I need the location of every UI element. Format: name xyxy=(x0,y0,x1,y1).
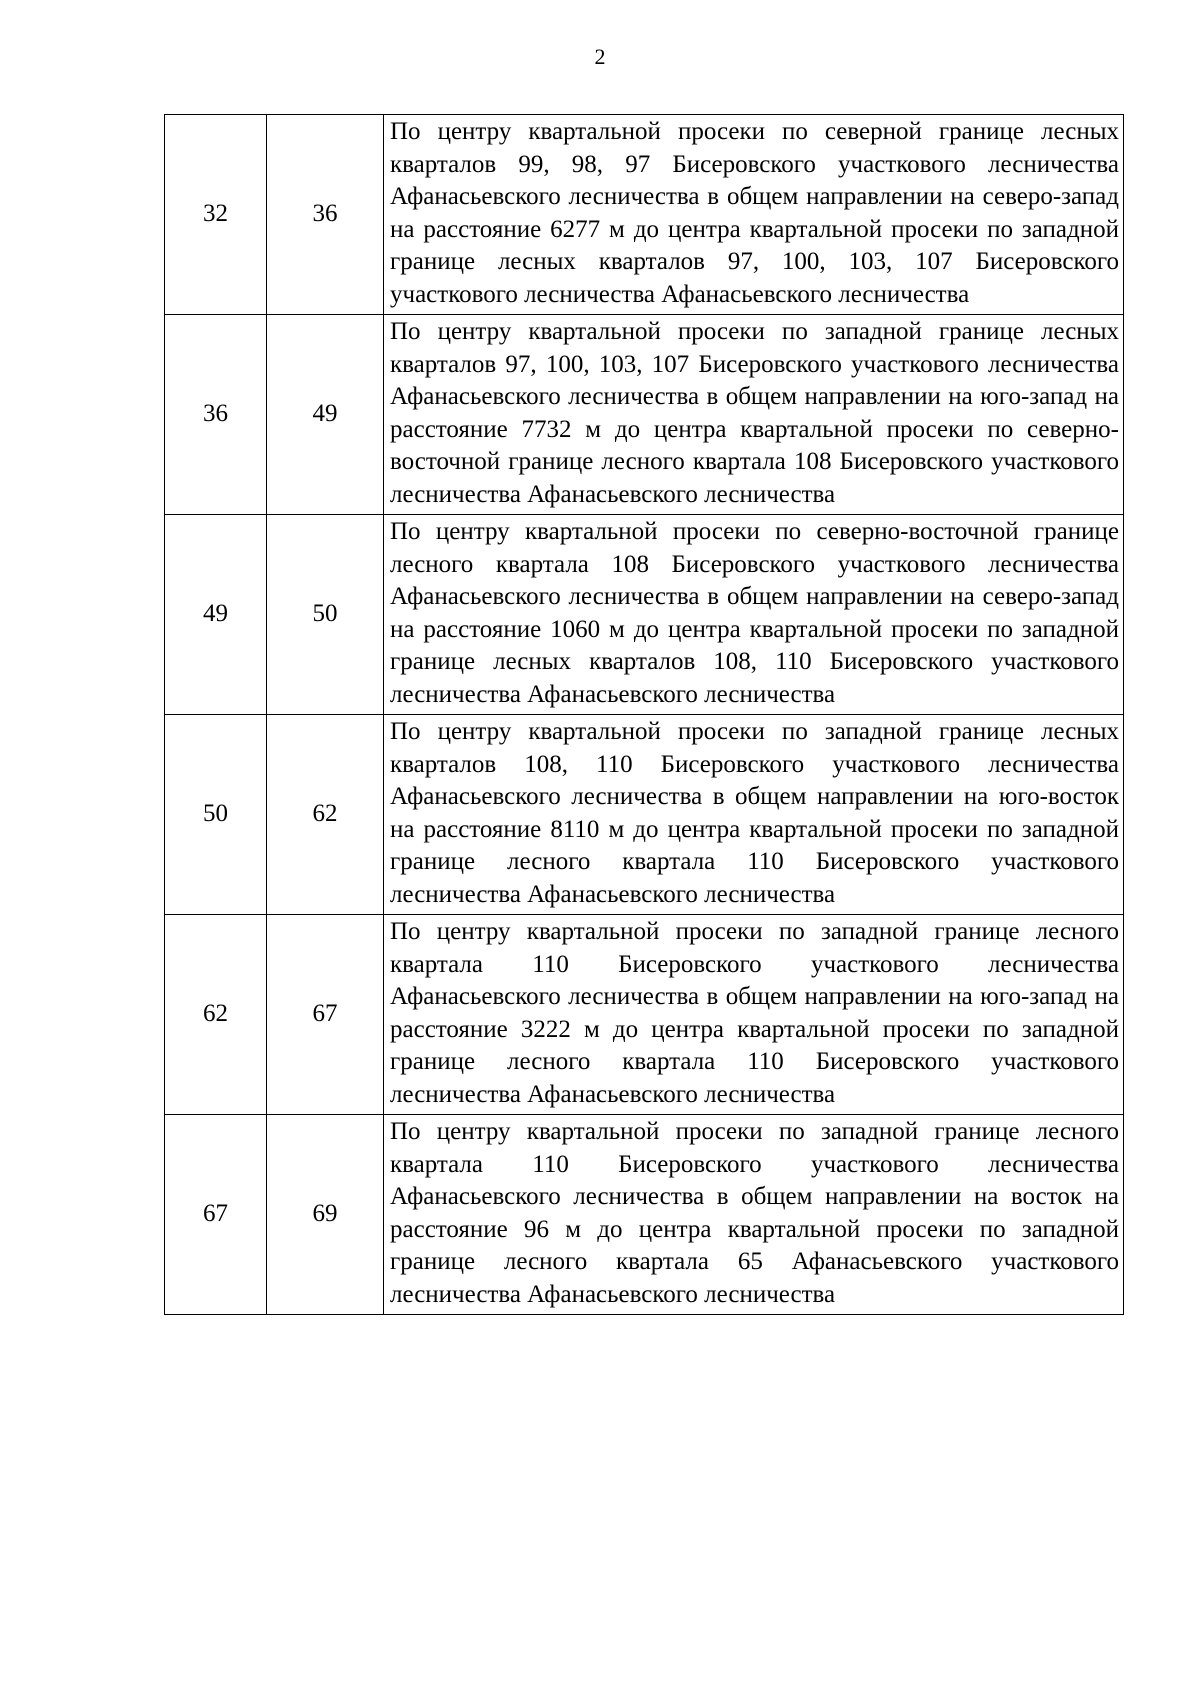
point-from-cell: 67 xyxy=(165,1115,267,1315)
point-to-cell: 62 xyxy=(267,715,384,915)
boundary-description-cell: По центру квартальной просеки по западной границе лесных кварталов 108, 110 Бисеровского участкового лесничества Афанасьевского лесничества в общем направлении на юго-восток на расстояние 8110 м до центра квартальной просеки по западной границе лесного квартала 110 Бисеровского участкового лесничества Афанасьевского лесничества xyxy=(384,715,1124,915)
boundary-description-cell: По центру квартальной просеки по западной границе лесных кварталов 97, 100, 103, 107 Бисеровского участкового лесничества Афанасьевского лесничества в общем направлении на юго-запад на расстояние 7732 м до центра квартальной просеки по северно-восточной границе лесного квартала 108 Бисеровского участкового лесничества Афанасьевского лесничества xyxy=(384,315,1124,515)
point-from-cell: 36 xyxy=(165,315,267,515)
point-to-cell: 50 xyxy=(267,515,384,715)
table-row xyxy=(165,115,1124,315)
table-row xyxy=(165,1115,1124,1315)
point-to-cell: 49 xyxy=(267,315,384,515)
point-to-cell: 67 xyxy=(267,915,384,1115)
boundary-description-cell: По центру квартальной просеки по западной границе лесного квартала 110 Бисеровского участкового лесничества Афанасьевского лесничества в общем направлении на юго-запад на расстояние 3222 м до центра квартальной просеки по западной границе лесного квартала 110 Бисеровского участкового лесничества Афанасьевского лесничества xyxy=(384,915,1124,1115)
point-to-cell: 69 xyxy=(267,1115,384,1315)
point-from-cell: 32 xyxy=(165,115,267,315)
boundary-description-cell: По центру квартальной просеки по северной границе лесных кварталов 99, 98, 97 Бисеровского участкового лесничества Афанасьевского лесничества в общем направлении на северо-запад на расстояние 6277 м до центра квартальной просеки по западной границе лесных кварталов 97, 100, 103, 107 Бисеровского участкового лесничества Афанасьевского лесничества xyxy=(384,115,1124,315)
table-row xyxy=(165,715,1124,915)
point-from-cell: 50 xyxy=(165,715,267,915)
table-row xyxy=(165,915,1124,1115)
table-row xyxy=(165,315,1124,515)
boundary-description-cell: По центру квартальной просеки по западной границе лесного квартала 110 Бисеровского участкового лесничества Афанасьевского лесничества в общем направлении на восток на расстояние 96 м до центра квартальной просеки по западной границе лесного квартала 65 Афанасьевского участкового лесничества Афанасьевского лесничества xyxy=(384,1115,1124,1315)
boundary-description-table xyxy=(164,114,1124,1315)
point-from-cell: 62 xyxy=(165,915,267,1115)
point-to-cell: 36 xyxy=(267,115,384,315)
boundary-description-cell: По центру квартальной просеки по северно-восточной границе лесного квартала 108 Бисеровского участкового лесничества Афанасьевского лесничества в общем направлении на северо-запад на расстояние 1060 м до центра квартальной просеки по западной границе лесных кварталов 108, 110 Бисеровского участкового лесничества Афанасьевского лесничества xyxy=(384,515,1124,715)
page-number: 2 xyxy=(594,44,606,69)
point-from-cell: 49 xyxy=(165,515,267,715)
table-row xyxy=(165,515,1124,715)
